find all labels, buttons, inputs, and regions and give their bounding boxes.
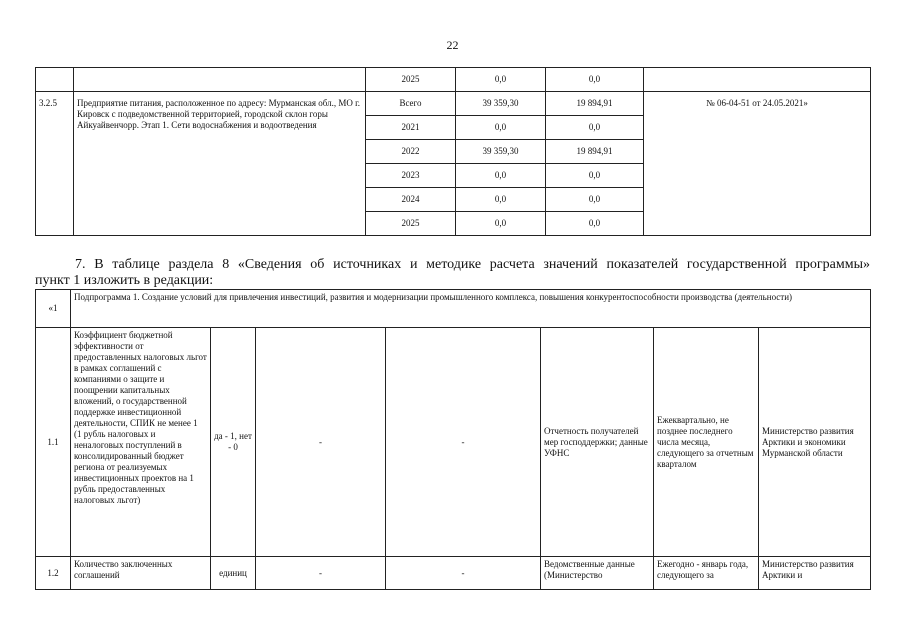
item-name: Предприятие питания, расположенное по адресу: Мурманская обл., МО г. Кировск с подведомственной территорией, городской склон горы Айкуайвенчорр. Этап 1. Сети водоснабжения и водоотведения: [74, 92, 366, 236]
row-number: 1.2: [36, 557, 71, 590]
dash-cell: -: [256, 328, 386, 557]
value-cell: 0,0: [546, 68, 644, 92]
table-row: [36, 92, 871, 116]
dash-cell: -: [256, 557, 386, 590]
value-cell: 0,0: [456, 68, 546, 92]
responsible-cell: Министерство развития Арктики и экономики Мурманской области: [759, 328, 871, 557]
year-cell: 2024: [366, 188, 456, 212]
value-cell: 0,0: [456, 164, 546, 188]
dash-cell: -: [386, 557, 541, 590]
source-cell: Ведомственные данные (Министерство: [541, 557, 654, 590]
period-cell: Ежеквартально, не позднее последнего числа месяца, следующего за отчетным кварталом: [654, 328, 759, 557]
value-cell: 39 359,30: [456, 140, 546, 164]
year-cell: Всего: [366, 92, 456, 116]
value-cell: 0,0: [546, 164, 644, 188]
value-cell: 0,0: [456, 116, 546, 140]
row-number: 1.1: [36, 328, 71, 557]
value-cell: 39 359,30: [456, 92, 546, 116]
year-cell: 2021: [366, 116, 456, 140]
year-cell: 2022: [366, 140, 456, 164]
value-cell: 0,0: [456, 212, 546, 236]
row-number: «1: [36, 290, 71, 328]
dash-cell: -: [386, 328, 541, 557]
page-number: 22: [446, 38, 459, 52]
amendment-paragraph: [35, 257, 870, 289]
unit-cell: да - 1, нет - 0: [211, 328, 256, 557]
year-cell: 2025: [366, 68, 456, 92]
responsible-cell: Министерство развития Арктики и: [759, 557, 871, 590]
table-row: [36, 68, 871, 92]
reference-cell: № 06-04-51 от 24.05.2021»: [644, 92, 871, 236]
item-number: 3.2.5: [36, 92, 74, 236]
value-cell: 0,0: [546, 116, 644, 140]
unit-cell: единиц: [211, 557, 256, 590]
paragraph-line: 7. В таблице раздела 8 «Сведения об источниках и методике расчета значений показателей государственной программы»: [75, 257, 870, 272]
indicator-name: Коэффициент бюджетной эффективности от предоставленных налоговых льгот в рамках соглашений с компаниями о защите и поощрении капитальных вложений, о государственной поддержке инвестиционной деятельности, СПИК не менее 1 (1 рубль налоговых и неналоговых поступлений в консолидированный бюджет региона от реализуемых инвестиционных проектов на 1 рубль предоставленных налоговых льгот): [71, 328, 211, 557]
table-row: [36, 290, 871, 328]
indicators-table: [35, 289, 871, 590]
value-cell: 0,0: [456, 188, 546, 212]
budget-table: [35, 67, 871, 236]
paragraph-line: пункт 1 изложить в редакции:: [35, 273, 214, 288]
value-cell: 0,0: [546, 212, 644, 236]
value-cell: 19 894,91: [546, 92, 644, 116]
period-cell: Ежегодно - январь года, следующего за: [654, 557, 759, 590]
year-cell: 2023: [366, 164, 456, 188]
indicator-name: Количество заключенных соглашений: [71, 557, 211, 590]
value-cell: 0,0: [546, 188, 644, 212]
value-cell: 19 894,91: [546, 140, 644, 164]
source-cell: Отчетность получателей мер господдержки; данные УФНС: [541, 328, 654, 557]
table-row: [36, 557, 871, 590]
year-cell: 2025: [366, 212, 456, 236]
table-row: [36, 328, 871, 557]
subprogram-title: Подпрограмма 1. Создание условий для привлечения инвестиций, развития и модернизации промышленного комплекса, повышения конкурентоспособности производства (деятельности): [71, 290, 871, 328]
